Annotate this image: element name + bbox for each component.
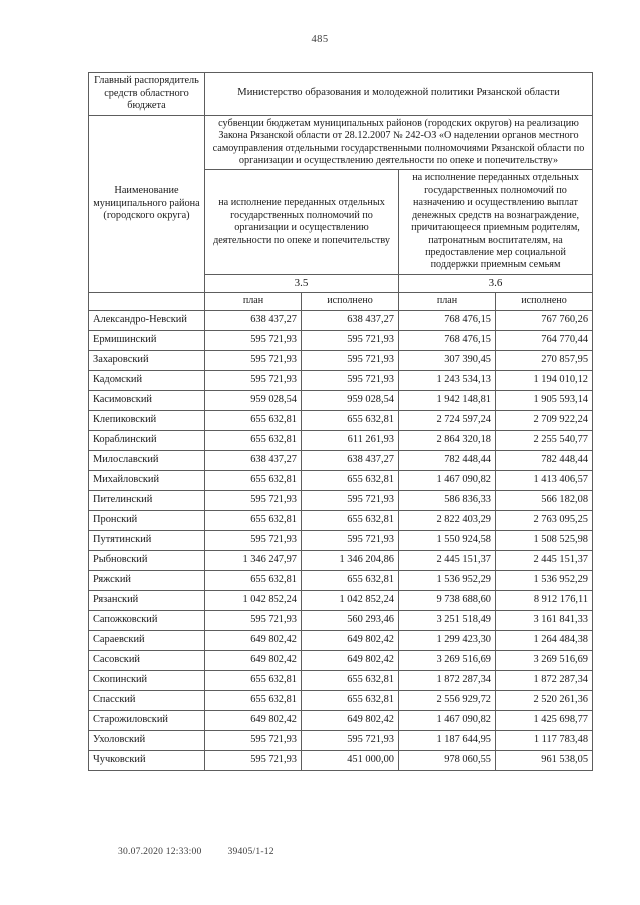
plan-3-6-cell: 1 187 644,95	[399, 730, 496, 750]
executed-3-5-cell: 595 721,93	[302, 490, 399, 510]
table-row	[89, 550, 593, 570]
executed-3-5-cell: 649 802,42	[302, 630, 399, 650]
header-row-ministry	[89, 73, 593, 116]
table-row	[89, 510, 593, 530]
table-row	[89, 690, 593, 710]
subheader-plan-3-6: план	[399, 293, 496, 310]
plan-3-6-cell: 1 872 287,34	[399, 670, 496, 690]
plan-3-6-cell: 2 724 597,24	[399, 410, 496, 430]
municipality-name-cell: Александро-Невский	[89, 310, 205, 330]
subheader-plan-3-5: план	[205, 293, 302, 310]
executed-3-6-cell: 2 709 922,24	[496, 410, 593, 430]
table-row	[89, 650, 593, 670]
header-row-subvention	[89, 115, 593, 170]
municipality-name-cell: Спасский	[89, 690, 205, 710]
plan-3-5-cell: 595 721,93	[205, 370, 302, 390]
executed-3-6-cell: 767 760,26	[496, 310, 593, 330]
executed-3-5-cell: 638 437,27	[302, 450, 399, 470]
executed-3-5-cell: 595 721,93	[302, 730, 399, 750]
municipality-name-cell: Сараевский	[89, 630, 205, 650]
table-row	[89, 750, 593, 770]
municipality-name-cell: Милославский	[89, 450, 205, 470]
subheader-empty	[89, 293, 205, 310]
subheader-executed-3-6: исполнено	[496, 293, 593, 310]
executed-3-6-cell: 1 413 406,57	[496, 470, 593, 490]
footer-timestamp: 30.07.2020 12:33:00	[118, 846, 202, 857]
plan-3-6-cell: 1 550 924,58	[399, 530, 496, 550]
plan-3-5-cell: 1 346 247,97	[205, 550, 302, 570]
plan-3-5-cell: 595 721,93	[205, 610, 302, 630]
executed-3-5-cell: 1 346 204,86	[302, 550, 399, 570]
plan-3-6-cell: 768 476,15	[399, 330, 496, 350]
plan-3-6-cell: 3 251 518,49	[399, 610, 496, 630]
executed-3-6-cell: 3 161 841,33	[496, 610, 593, 630]
group-number-3-6: 3.6	[399, 274, 593, 292]
executed-3-5-cell: 655 632,81	[302, 410, 399, 430]
table-row	[89, 590, 593, 610]
table-row	[89, 350, 593, 370]
plan-3-5-cell: 638 437,27	[205, 310, 302, 330]
executed-3-5-cell: 959 028,54	[302, 390, 399, 410]
executed-3-6-cell: 1 905 593,14	[496, 390, 593, 410]
plan-3-5-cell: 595 721,93	[205, 730, 302, 750]
executed-3-5-cell: 595 721,93	[302, 350, 399, 370]
data-rows-body	[89, 310, 593, 770]
table-row	[89, 630, 593, 650]
subheader-executed-3-5: исполнено	[302, 293, 399, 310]
ministry-name: Министерство образования и молодежной политики Рязанской области	[205, 73, 593, 116]
executed-3-6-cell: 1 117 783,48	[496, 730, 593, 750]
executed-3-6-cell: 782 448,44	[496, 450, 593, 470]
plan-3-5-cell: 595 721,93	[205, 490, 302, 510]
executed-3-5-cell: 655 632,81	[302, 670, 399, 690]
plan-3-5-cell: 655 632,81	[205, 470, 302, 490]
municipality-name-cell: Ермишинский	[89, 330, 205, 350]
plan-3-5-cell: 638 437,27	[205, 450, 302, 470]
plan-3-6-cell: 2 556 929,72	[399, 690, 496, 710]
plan-3-5-cell: 649 802,42	[205, 710, 302, 730]
group-number-3-5: 3.5	[205, 274, 399, 292]
table-row	[89, 670, 593, 690]
executed-3-5-cell: 638 437,27	[302, 310, 399, 330]
table-row	[89, 370, 593, 390]
municipality-name-cell: Ряжский	[89, 570, 205, 590]
plan-3-6-cell: 782 448,44	[399, 450, 496, 470]
page-number: 485	[311, 34, 329, 45]
executed-3-6-cell: 1 425 698,77	[496, 710, 593, 730]
executed-3-6-cell: 1 264 484,38	[496, 630, 593, 650]
table-row	[89, 470, 593, 490]
column-description-3-6: на исполнение переданных отдельных государственных полномочий по назначению и осуществлению выплат денежных средств на вознаграждение, причитающееся приемным родителям, патронатным воспитателям, на предоставление мер социальной поддержки приемным семьям	[399, 170, 593, 275]
plan-3-6-cell: 2 864 320,18	[399, 430, 496, 450]
municipality-name-cell: Рязанский	[89, 590, 205, 610]
plan-3-6-cell: 978 060,55	[399, 750, 496, 770]
table-row	[89, 710, 593, 730]
subvention-note: субвенции бюджетам муниципальных районов (городских округов) на реализацию Закона Рязанской области от 28.12.2007 № 242-ОЗ «О наделении органов местного самоуправления отдельными государственными полномочиями Рязанской области по организации и осуществлению деятельности по опеке и попечительству»	[205, 115, 593, 170]
table-row	[89, 430, 593, 450]
header-row-subcolumns	[89, 293, 593, 310]
executed-3-5-cell: 649 802,42	[302, 650, 399, 670]
table-row	[89, 330, 593, 350]
plan-3-5-cell: 655 632,81	[205, 430, 302, 450]
executed-3-6-cell: 2 763 095,25	[496, 510, 593, 530]
table-row	[89, 530, 593, 550]
executed-3-5-cell: 655 632,81	[302, 570, 399, 590]
executed-3-6-cell: 566 182,08	[496, 490, 593, 510]
table-row	[89, 570, 593, 590]
label-municipality-name: Наименование муниципального района (городского округа)	[89, 115, 205, 293]
plan-3-6-cell: 768 476,15	[399, 310, 496, 330]
executed-3-6-cell: 1 536 952,29	[496, 570, 593, 590]
plan-3-5-cell: 655 632,81	[205, 670, 302, 690]
table-body	[89, 73, 593, 311]
plan-3-6-cell: 586 836,33	[399, 490, 496, 510]
executed-3-6-cell: 2 255 540,77	[496, 430, 593, 450]
plan-3-5-cell: 595 721,93	[205, 750, 302, 770]
plan-3-6-cell: 1 942 148,81	[399, 390, 496, 410]
footer-stamp-id: 39405/1-12	[227, 846, 274, 857]
executed-3-5-cell: 595 721,93	[302, 370, 399, 390]
table-row	[89, 610, 593, 630]
executed-3-5-cell: 560 293,46	[302, 610, 399, 630]
executed-3-6-cell: 764 770,44	[496, 330, 593, 350]
executed-3-5-cell: 655 632,81	[302, 510, 399, 530]
executed-3-6-cell: 3 269 516,69	[496, 650, 593, 670]
plan-3-5-cell: 649 802,42	[205, 650, 302, 670]
executed-3-5-cell: 595 721,93	[302, 330, 399, 350]
municipality-name-cell: Скопинский	[89, 670, 205, 690]
plan-3-6-cell: 3 269 516,69	[399, 650, 496, 670]
municipality-name-cell: Пронский	[89, 510, 205, 530]
executed-3-6-cell: 2 520 261,36	[496, 690, 593, 710]
plan-3-6-cell: 9 738 688,60	[399, 590, 496, 610]
table-row	[89, 490, 593, 510]
municipality-name-cell: Захаровский	[89, 350, 205, 370]
municipality-name-cell: Путятинский	[89, 530, 205, 550]
executed-3-6-cell: 270 857,95	[496, 350, 593, 370]
plan-3-5-cell: 655 632,81	[205, 570, 302, 590]
executed-3-6-cell: 1 872 287,34	[496, 670, 593, 690]
municipality-name-cell: Сасовский	[89, 650, 205, 670]
budget-table-container	[88, 72, 592, 771]
executed-3-5-cell: 649 802,42	[302, 710, 399, 730]
plan-3-5-cell: 655 632,81	[205, 410, 302, 430]
plan-3-6-cell: 1 536 952,29	[399, 570, 496, 590]
plan-3-5-cell: 655 632,81	[205, 690, 302, 710]
municipality-name-cell: Касимовский	[89, 390, 205, 410]
executed-3-5-cell: 655 632,81	[302, 470, 399, 490]
column-description-3-5: на исполнение переданных отдельных государственных полномочий по организации и осуществлению деятельности по опеке и попечительству	[205, 170, 399, 275]
plan-3-6-cell: 307 390,45	[399, 350, 496, 370]
municipality-name-cell: Пителинский	[89, 490, 205, 510]
plan-3-6-cell: 2 822 403,29	[399, 510, 496, 530]
municipality-name-cell: Чучковский	[89, 750, 205, 770]
executed-3-5-cell: 655 632,81	[302, 690, 399, 710]
plan-3-5-cell: 595 721,93	[205, 530, 302, 550]
plan-3-5-cell: 959 028,54	[205, 390, 302, 410]
municipality-name-cell: Ухоловский	[89, 730, 205, 750]
budget-table	[88, 72, 593, 771]
municipality-name-cell: Кораблинский	[89, 430, 205, 450]
executed-3-5-cell: 451 000,00	[302, 750, 399, 770]
municipality-name-cell: Клепиковский	[89, 410, 205, 430]
executed-3-6-cell: 8 912 176,11	[496, 590, 593, 610]
municipality-name-cell: Старожиловский	[89, 710, 205, 730]
executed-3-5-cell: 1 042 852,24	[302, 590, 399, 610]
table-row	[89, 310, 593, 330]
plan-3-6-cell: 1 299 423,30	[399, 630, 496, 650]
table-row	[89, 390, 593, 410]
plan-3-6-cell: 2 445 151,37	[399, 550, 496, 570]
plan-3-6-cell: 1 467 090,82	[399, 470, 496, 490]
table-row	[89, 410, 593, 430]
plan-3-5-cell: 595 721,93	[205, 330, 302, 350]
executed-3-5-cell: 611 261,93	[302, 430, 399, 450]
executed-3-6-cell: 2 445 151,37	[496, 550, 593, 570]
municipality-name-cell: Михайловский	[89, 470, 205, 490]
label-chief-administrator: Главный распорядитель средств областного бюджета	[89, 73, 205, 116]
plan-3-6-cell: 1 243 534,13	[399, 370, 496, 390]
plan-3-5-cell: 595 721,93	[205, 350, 302, 370]
executed-3-6-cell: 961 538,05	[496, 750, 593, 770]
municipality-name-cell: Рыбновский	[89, 550, 205, 570]
executed-3-5-cell: 595 721,93	[302, 530, 399, 550]
plan-3-5-cell: 649 802,42	[205, 630, 302, 650]
plan-3-5-cell: 655 632,81	[205, 510, 302, 530]
executed-3-6-cell: 1 194 010,12	[496, 370, 593, 390]
footer	[118, 846, 274, 857]
municipality-name-cell: Сапожковский	[89, 610, 205, 630]
plan-3-6-cell: 1 467 090,82	[399, 710, 496, 730]
municipality-name-cell: Кадомский	[89, 370, 205, 390]
table-row	[89, 730, 593, 750]
plan-3-5-cell: 1 042 852,24	[205, 590, 302, 610]
executed-3-6-cell: 1 508 525,98	[496, 530, 593, 550]
table-row	[89, 450, 593, 470]
